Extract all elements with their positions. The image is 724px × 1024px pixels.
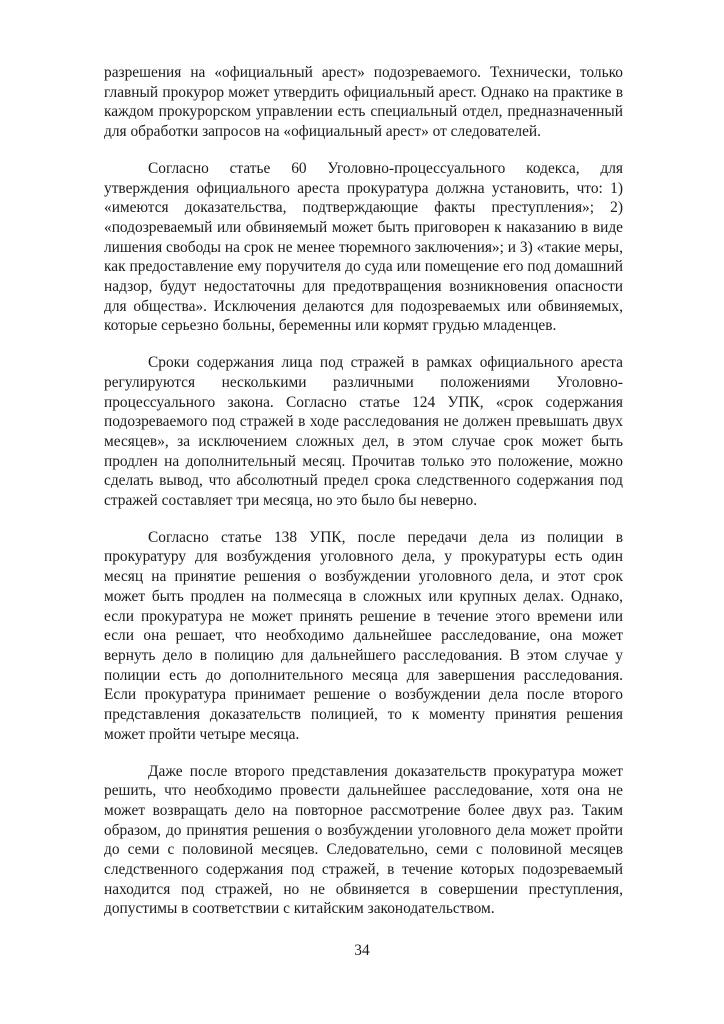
paragraph-1: разрешения на «официальный арест» подозреваемого. Технически, только главный прокурор может утвердить официальный арест. Однако на практике в каждом прокурорском управлении есть специальный отдел, предназначенный для обработки запросов на «официальный арест» от следователей. bbox=[104, 64, 623, 141]
body-text bbox=[104, 63, 623, 936]
paragraph-4: Согласно статье 138 УПК, после передачи дела из полиции в прокуратуру для возбуждения уголовного дела, у прокуратуры есть один месяц на принятие решения о возбуждении уголовного дела, и этот срок может быть продлен на полмесяца в сложных или крупных делах. Однако, если прокуратура не может принять решение в течение этого времени или если она решает, что необходимо дальнейшее расследование, она может вернуть дело в полицию для дальнейшего расследования. В этом случае у полиции есть до дополнительного месяца для завершения расследования. Если прокуратура принимает решение о возбуждении дела после второго представления доказательств полицией, то к моменту принятия решения может пройти четыре месяца. bbox=[104, 528, 623, 743]
paragraph-2: Согласно статье 60 Уголовно-процессуального кодекса, для утверждения официального ареста прокуратура должна установить, что: 1) «имеются доказательства, подтверждающие факты преступления»; 2) «подозреваемый или обвиняемый может быть приговорен к наказанию в виде лишения свободы на срок не менее тюремного заключения»; и 3) «такие меры, как предоставление ему поручителя до суда или помещение его под домашний надзор, будут недостаточны для предотвращения возникновения опасности для общества». Исключения делаются для подозреваемых или обвиняемых, которые серьезно больны, беременны или кормят грудью младенцев. bbox=[104, 159, 623, 335]
paragraph-3: Сроки содержания лица под стражей в рамках официального ареста регулируются несколькими различными положениями Уголовно-процессуального закона. Согласно статье 124 УПК, «срок содержания подозреваемого под стражей в ходе расследования не должен превышать двух месяцев», за исключением сложных дел, в этом случае срок может быть продлен на дополнительный месяц. Прочитав только это положение, можно сделать вывод, что абсолютный предел срока следственного содержания под стражей составляет три месяца, но это было бы неверно. bbox=[104, 354, 623, 510]
page-number: 34 bbox=[354, 942, 370, 959]
paragraph-5: Даже после второго представления доказательств прокуратура может решить, что необходимо провести дальнейшее расследование, хотя она не может возвращать дело на повторное рассмотрение более двух раз. Таким образом, до принятия решения о возбуждении уголовного дела может пройти до семи с половиной месяцев. Следовательно, семи с половиной месяцев следственного содержания под стражей, в течение которых подозреваемый находится под стражей, но не обвиняется в совершении преступления, допустимы в соответствии с китайским законодательством. bbox=[104, 762, 623, 918]
